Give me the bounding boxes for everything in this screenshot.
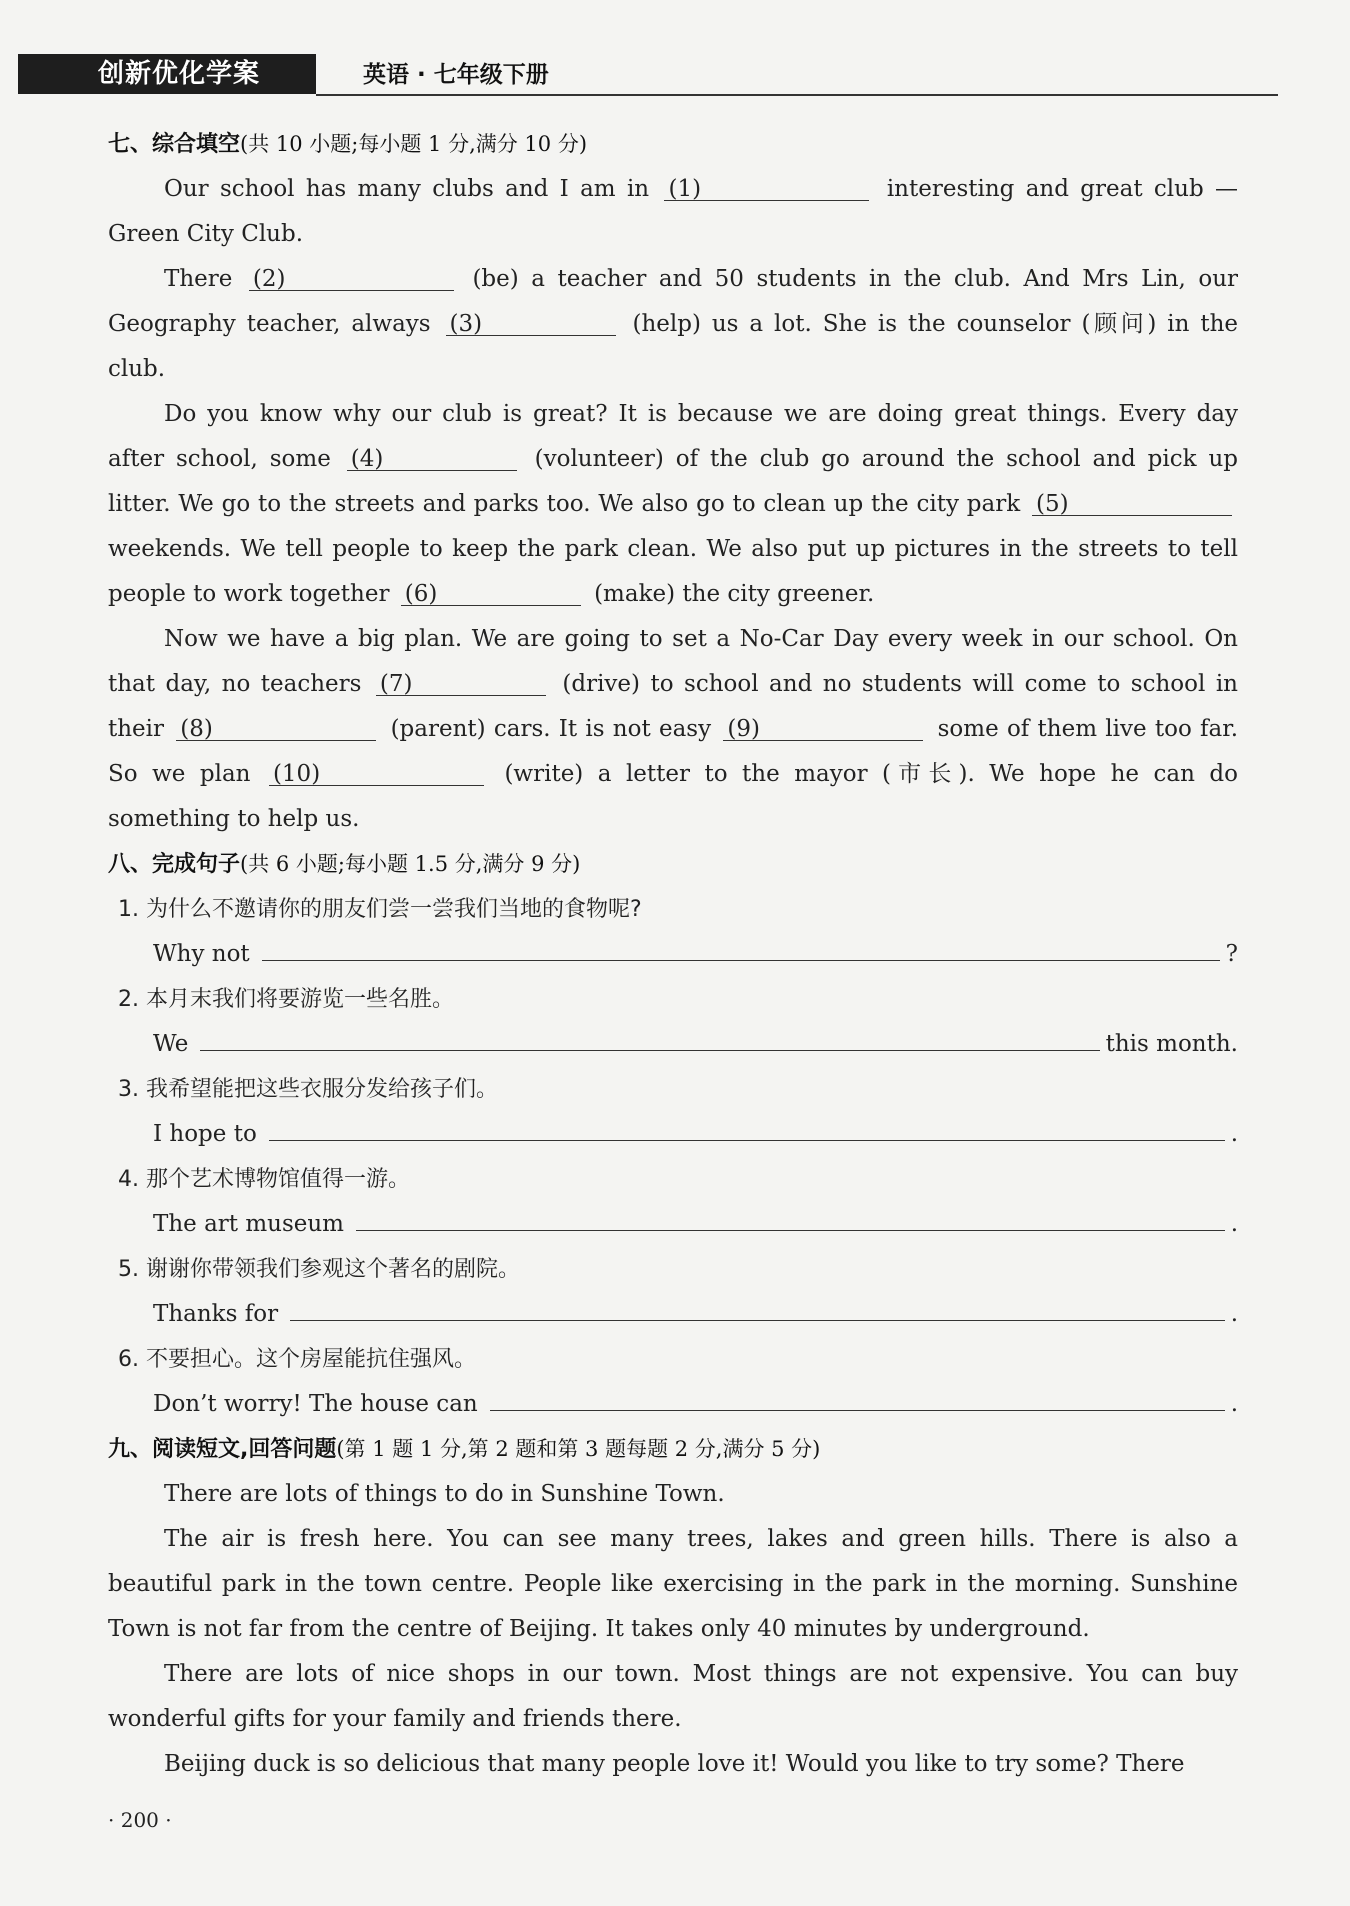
reading-paragraph-3: There are lots of nice shops in our town. Most things are not expensive. You can buy wonderful gifts for your family and friends there. [108,1661,1238,1732]
sentence-start: We [153,1031,189,1057]
sentence-end: . [1230,1301,1238,1327]
sentence-start: The art museum [153,1211,344,1237]
answer-line[interactable] [356,1206,1225,1231]
sentence-end: this month. [1105,1031,1238,1057]
sentence-end: . [1230,1391,1238,1417]
cloze-blank-4[interactable]: (4) [347,447,517,471]
sentence-item-1 [108,887,1238,977]
cloze-blank-2[interactable]: (2) [249,267,454,291]
cloze-blank-7[interactable]: (7) [376,672,546,696]
sentence-item-2 [108,977,1238,1067]
cloze-blank-9[interactable]: (9) [723,717,923,741]
sentence-item-5 [108,1247,1238,1337]
cloze-blank-10[interactable]: (10) [269,762,484,786]
sentence-item-6 [108,1337,1238,1427]
page-content [108,122,1238,1787]
cloze-paragraph-2: There (2) (be) a teacher and 50 students in the club. And Mrs Lin, our Geography teacher, always (3) (help) us a lot. She is the counselor (顾问) in the club. [108,266,1239,382]
brand-banner: 创新优化学案 [18,54,316,94]
reading-paragraph-1: There are lots of things to do in Sunshine Town. [164,1481,725,1507]
header-rule [316,94,1278,96]
sentence-start: Don’t worry! The house can [153,1391,478,1417]
cloze-blank-8[interactable]: (8) [176,717,376,741]
section-7-note: (共 10 小题;每小题 1 分,满分 10 分) [240,132,588,156]
page-header [18,50,1278,96]
reading-paragraph-4: Beijing duck is so delicious that many people love it! Would you like to try some? There [164,1751,1185,1777]
sentence-prompt: 2. 本月末我们将要游览一些名胜。 [118,987,454,1012]
answer-line[interactable] [490,1386,1225,1411]
page-number: · 200 · [108,1808,172,1832]
sentence-prompt: 1. 为什么不邀请你的朋友们尝一尝我们当地的食物呢? [118,897,642,922]
sentence-start: Thanks for [153,1301,279,1327]
cloze-blank-3[interactable]: (3) [446,312,616,336]
cloze-paragraph-1: Our school has many clubs and I am in (1) interesting and great club — Green City Club. [108,176,1239,247]
answer-line[interactable] [200,1026,1099,1051]
cloze-blank-6[interactable]: (6) [401,582,581,606]
cloze-paragraph-4: Now we have a big plan. We are going to set a No-Car Day every week in our school. On that day, no teachers (7) (drive) to school and no students will come to school in their (8) (parent) cars. It is not easy (9) some of them live too far. So we plan (10) (write) a letter to the mayor (市长). We hope he can do something to help us. [108,626,1239,832]
section-8-title: 八、完成句子 [108,852,241,877]
sentence-start: I hope to [153,1121,257,1147]
answer-line[interactable] [290,1296,1225,1321]
answer-line[interactable] [262,936,1220,961]
sentence-item-3 [108,1067,1238,1157]
sentence-end: . [1230,1121,1238,1147]
section-9-title: 九、阅读短文,回答问题 [108,1437,337,1462]
sentence-item-4 [108,1157,1238,1247]
sentence-start: Why not [153,941,250,967]
reading-paragraph-2: The air is fresh here. You can see many trees, lakes and green hills. There is also a beautiful park in the town centre. People like exercising in the park in the morning. Sunshine Town is not far from the centre of Beijing. It takes only 40 minutes by underground. [108,1526,1238,1642]
section-7-heading [108,122,1238,167]
sentence-prompt: 3. 我希望能把这些衣服分发给孩子们。 [118,1077,498,1102]
cloze-blank-1[interactable]: (1) [664,177,869,201]
section-9-heading [108,1427,1238,1472]
sentence-prompt: 5. 谢谢你带领我们参观这个著名的剧院。 [118,1257,520,1282]
cloze-paragraph-3: Do you know why our club is great? It is because we are doing great things. Every day after school, some (4) (volunteer) of the club go around the school and pick up litter. We go to the streets and parks too. We also go to clean up the city park (5) weekends. We tell people to keep the park clean. We also put up pictures in the streets to tell people to work together (6) (make) the city greener. [108,401,1239,607]
sentence-end: ? [1225,941,1238,967]
section-7-title: 七、综合填空 [108,132,241,157]
sentence-end: . [1230,1211,1238,1237]
sentence-prompt: 6. 不要担心。这个房屋能抗住强风。 [118,1347,476,1372]
section-9-note: (第 1 题 1 分,第 2 题和第 3 题每题 2 分,满分 5 分) [336,1437,821,1461]
cloze-blank-5[interactable]: (5) [1032,492,1232,516]
section-8-heading [108,842,1238,887]
answer-line[interactable] [269,1116,1225,1141]
subject-title: 英语 · 七年级下册 [363,62,549,88]
sentence-prompt: 4. 那个艺术博物馆值得一游。 [118,1167,410,1192]
section-8-note: (共 6 小题;每小题 1.5 分,满分 9 分) [240,852,581,876]
